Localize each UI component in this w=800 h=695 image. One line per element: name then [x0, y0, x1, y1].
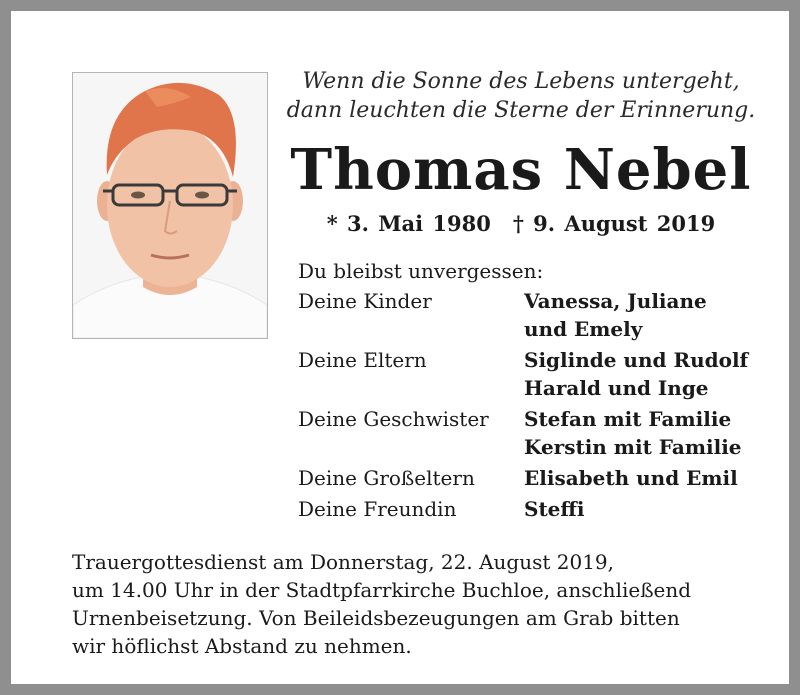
family-row-eltern	[298, 346, 768, 405]
death-date: † 9. August 2019	[512, 211, 716, 236]
relation-names	[524, 405, 768, 464]
relation-names	[524, 464, 768, 495]
relation-label: Deine Geschwister	[298, 407, 489, 431]
family-list	[298, 287, 768, 526]
family-row-grosseltern	[298, 464, 768, 495]
service-line: Urnenbeisetzung. Von Beileidsbezeugungen am Grab bitten	[72, 606, 680, 630]
relation-names	[524, 495, 768, 526]
motto-line-1: Wenn die Sonne des Lebens untergeht,	[302, 69, 740, 94]
family-name-line: Harald und Inge	[524, 376, 709, 400]
family-name-line: Kerstin mit Familie	[524, 435, 742, 459]
family-name-line: Siglinde und Rudolf	[524, 348, 749, 372]
service-line: wir höflichst Abstand zu nehmen.	[72, 634, 412, 658]
motto	[281, 67, 761, 125]
relation-label: Deine Freundin	[298, 497, 457, 521]
portrait-photo	[72, 72, 268, 339]
family-row-freundin	[298, 495, 768, 526]
family-name-line: Elisabeth und Emil	[524, 466, 738, 490]
relation-names	[524, 346, 768, 405]
relation-label: Deine Großeltern	[298, 466, 475, 490]
family-row-geschwister	[298, 405, 768, 464]
birth-date: * 3. Mai 1980	[326, 211, 491, 236]
motto-line-2: dann leuchten die Sterne der Erinnerung.	[286, 98, 756, 123]
relation-names	[524, 287, 768, 346]
family-row-kinder	[298, 287, 768, 346]
service-line: um 14.00 Uhr in der Stadtpfarrkirche Buchloe, anschließend	[72, 578, 692, 602]
service-line: Trauergottesdienst am Donnerstag, 22. August 2019,	[72, 550, 615, 574]
family-name-line: Vanessa, Juliane	[524, 289, 707, 313]
family-intro: Du bleibst unvergessen:	[298, 259, 544, 283]
family-name-line: Steffi	[524, 497, 585, 521]
service-notice	[72, 548, 762, 660]
life-dates	[281, 210, 761, 238]
relation-label: Deine Eltern	[298, 348, 427, 372]
relation-label: Deine Kinder	[298, 289, 432, 313]
family-name-line: Stefan mit Familie	[524, 407, 732, 431]
portrait-illustration	[73, 73, 267, 338]
deceased-name: Thomas Nebel	[290, 137, 752, 203]
family-name-line: und Emely	[524, 317, 643, 341]
